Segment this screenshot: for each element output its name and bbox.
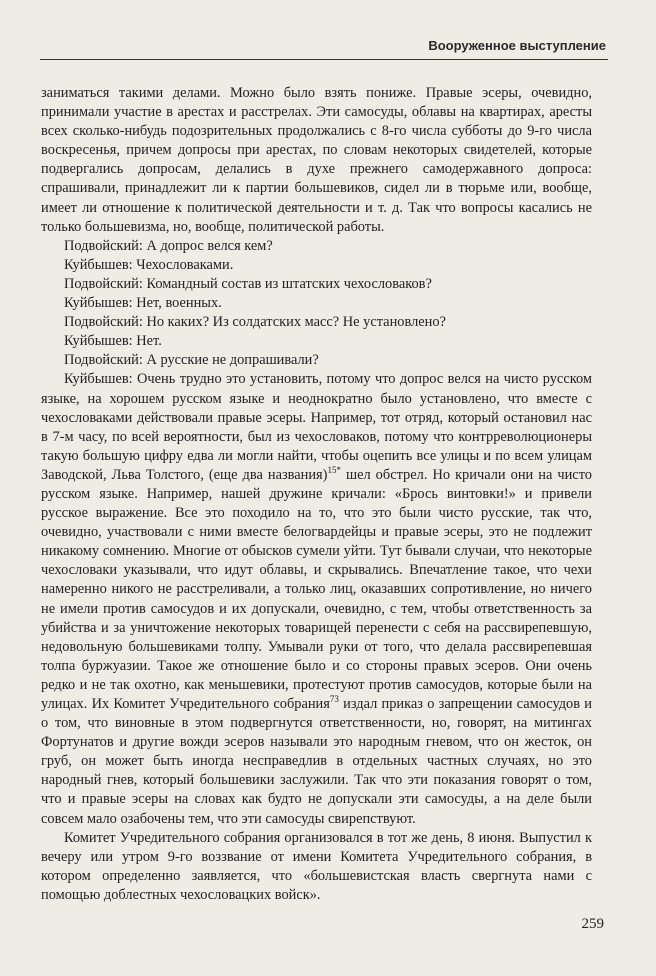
body-text <box>41 84 592 905</box>
dialogue-line: Куйбышев: Нет. <box>64 333 162 350</box>
footnote-marker: 73 <box>329 694 339 705</box>
dialogue-line: Подвойский: Но каких? Из солдатских масс? Не установлено? <box>64 314 446 331</box>
dialogue-line: Подвойский: Командный состав из штатских чехословаков? <box>64 275 432 292</box>
running-header: Вооруженное выступление <box>428 38 606 53</box>
paragraph-text: издал приказ о запрещении самосудов и о том, что виновные в этом подвергнутся ответственности, но, говорят, на митингах Фортунатов и другие вожди эсеров называли это народным гневом, что он жесток, он груб, он может быть иногда несправедлив в отдельных частных случаях, но это народный гнев, который большевики заслужили. Так что эти показания говорят о том, что и правые эсеры на словах как будто не допускали эти самосуды, а на деле были совсем мало озабочены тем, что эти самосуды свирепствуют. <box>41 696 592 827</box>
paragraph: заниматься такими делами. Можно было взять пониже. Правые эсеры, очевидно, принимали участие в арестах и расстрелах. Эти самосуды, облавы на квартирах, аресты всех сколько-нибудь подозрительных продолжались с 8-го числа субботы до 9-го числа воскресенья, причем допросы при арестах, по словам некоторых свидетелей, которые подвергались допросам, делались в духе прежнего самодержавного допроса: спрашивали, принадлежит ли к партии большевиков, сидел ли в тюрьме или, вообще, имеет ли отношение к политической деятельности и т. д. Так что вопросы касались не только большевизма, но, вообще, политической работы. <box>41 85 592 235</box>
dialogue-line: Куйбышев: Нет, военных. <box>64 295 222 312</box>
paragraph: Комитет Учредительного собрания организовался в тот же день, 8 июня. Выпустил к вечеру или утром 9-го воззвание от имени Комитета Учредительного собрания, в котором определенно заявляется, что «большевистская власть свергнута нами с помощью доблестных чехословацких войск». <box>41 829 592 903</box>
dialogue-line: Куйбышев: Чехословаками. <box>64 256 234 273</box>
paragraph-text: Куйбышев: Очень трудно это установить, потому что допрос велся на чисто русском языке, на хорошем русском языке и неоднократно было установлено, что вместе с чехословаками действовали правые эсеры. Например, тот отряд, который остановил нас в 7-м часу, по всей вероятности, был из чехословаков, потому что контрреволюционеры такую большую цифру едва ли могли найти, чтобы оцепить все улицы и по всем улицам Заводской, Льва Толстого, (еще два названия) <box>41 371 592 483</box>
footnote-marker: 15* <box>327 465 341 476</box>
page-number: 259 <box>581 916 604 932</box>
dialogue-line: Подвойский: А допрос велся кем? <box>64 237 273 254</box>
paragraph <box>41 370 592 828</box>
header-rule <box>40 59 608 60</box>
dialogue-line: Подвойский: А русские не допрашивали? <box>64 352 319 369</box>
paragraph-text: шел обстрел. Но кричали они на чисто русском языке. Например, нашей дружине кричали: «Брось винтовки!» и привели русское выражение. Все это походило на то, что это были чисто русские, так что, очевидно, участвовали с ними вместе белогвардейцы и правые эсеры, это не подлежит никакому сомнению. Многие от обысков сумели уйти. Тут бывали случаи, что некоторые чехословаки указывали, что идут облавы, и скрывались. Впечатление такое, что чехи намеренно никого не расстреливали, а только лиц, оказавших сопротивление, но ничего не имели против самосудов и их допускали, очевидно, с тем, чтобы ответственность за убийства и за уничтожение некоторых товарищей перенести с себя на рассвирепевшую, недовольную большевиками толпу. Умывали руки от того, что делала рассвирепевшая толпа буржуазии. Такое же отношение было и со стороны правых эсеров. Они очень редко и не так охотно, как меньшевики, протестуют против самосудов, которые были на улицах. Их Комитет Учредительного собрания <box>41 466 592 712</box>
